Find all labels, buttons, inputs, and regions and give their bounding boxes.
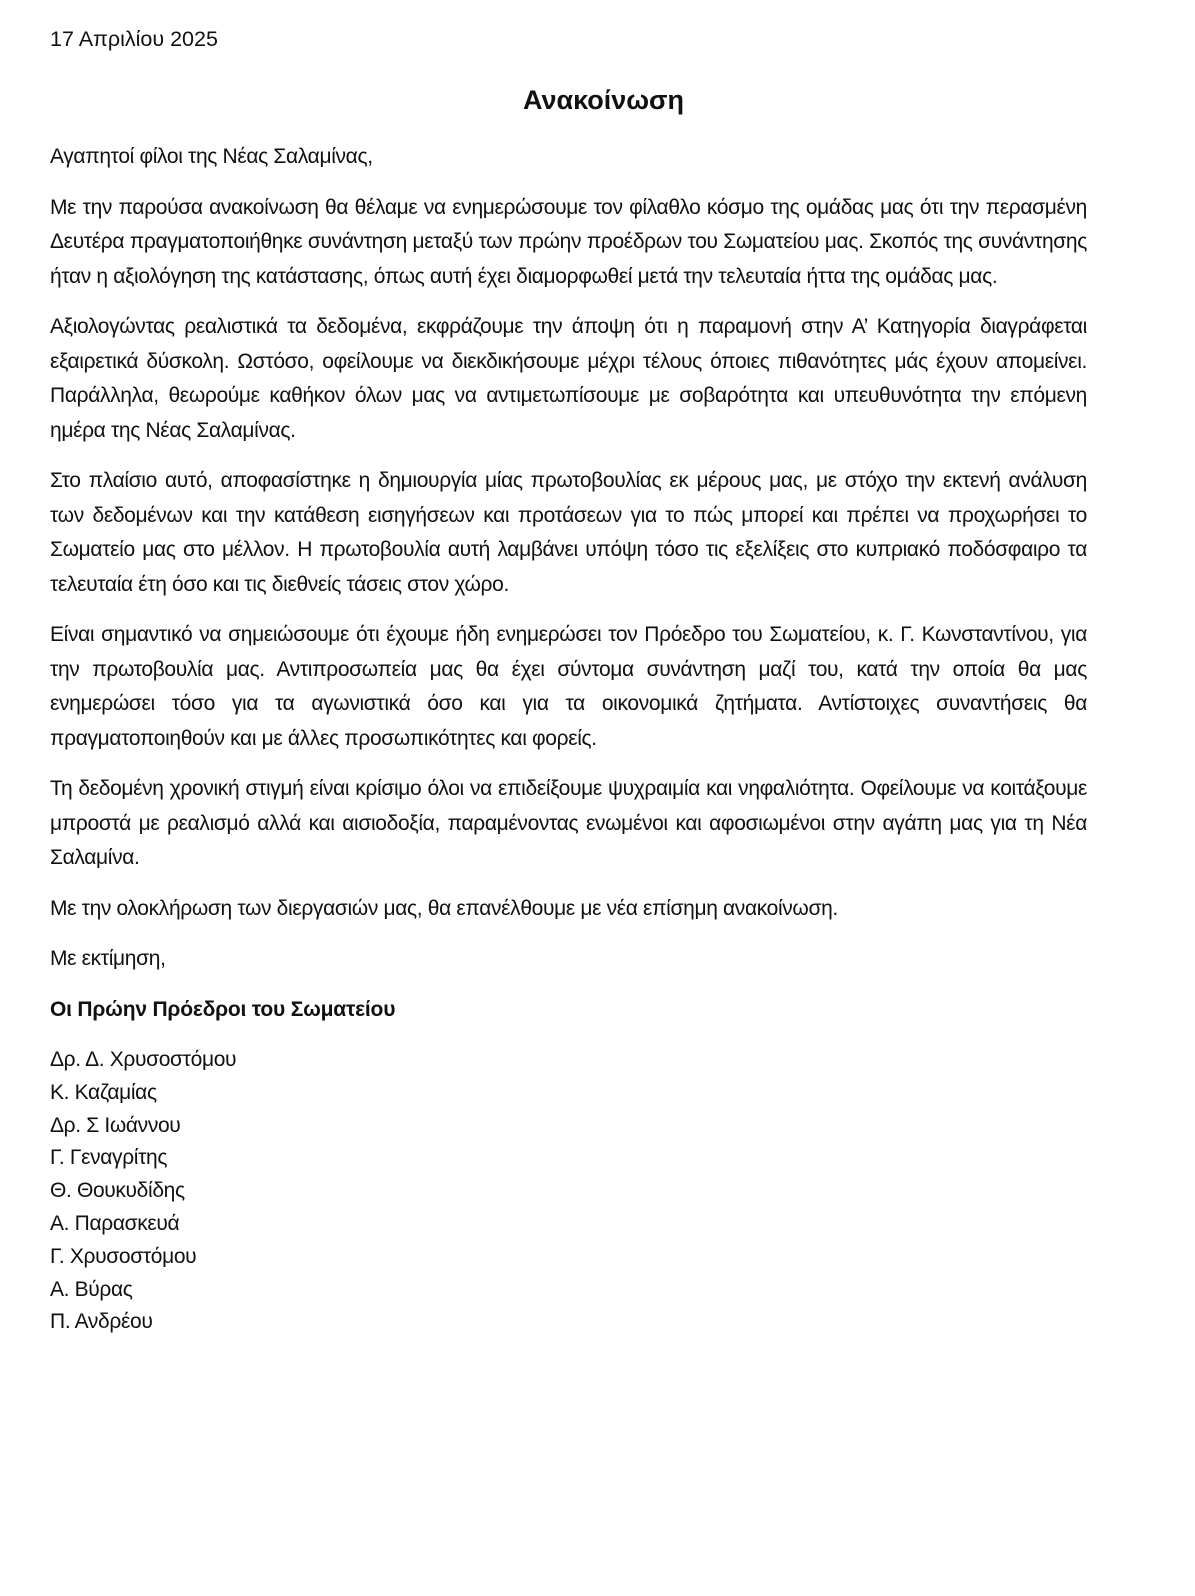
- paragraph-initiative: Στο πλαίσιο αυτό, αποφασίστηκε η δημιουργία μίας πρωτοβουλίας εκ μέρους μας, με στόχο την εκτενή ανάλυση των δεδομένων και την κατάθεση εισηγήσεων και προτάσεων για το πώς μπορεί και πρέπει να προχωρήσει το Σωματείο μας στο μέλλον. Η πρωτοβουλία αυτή λαμβάνει υπόψη τόσο τις εξελίξεις στο κυπριακό ποδόσφαιρο τα τελευταία έτη όσο και τις διεθνείς τάσεις στον χώρο.: [50, 469, 1087, 596]
- document-body: [50, 140, 1087, 1339]
- paragraph-meeting: Με την παρούσα ανακοίνωση θα θέλαμε να ενημερώσουμε τον φίλαθλο κόσμο της ομάδας μας ότι την περασμένη Δευτέρα πραγματοποιήθηκε συνάντηση μεταξύ των πρώην προέδρων του Σωματείου μας. Σκοπός της συνάντησης ήταν η αξιολόγηση της κατάστασης, όπως αυτή έχει διαμορφωθεί μετά την τελευταία ήττα της ομάδας μας.: [50, 195, 1087, 288]
- document-date: 17 Απριλίου 2025: [50, 27, 218, 51]
- signatory-name: Θ. Θουκυδίδης: [50, 1179, 185, 1203]
- signatory-name: Δρ. Σ Ιωάννου: [50, 1113, 181, 1137]
- signatory-name: Δρ. Δ. Χρυσοστόμου: [50, 1048, 237, 1071]
- closing-salutation: Με εκτίμηση,: [50, 947, 166, 970]
- signatory-list: [50, 1044, 1087, 1339]
- signatory-name: Α. Παρασκευά: [50, 1211, 180, 1235]
- signatory-name: Α. Βύρας: [50, 1277, 133, 1301]
- paragraph-president-briefing: Είναι σημαντικό να σημειώσουμε ότι έχουμε ήδη ενημερώσει τον Πρόεδρο του Σωματείου, κ. Γ. Κωνσταντίνου, για την πρωτοβουλία μας. Αντιπροσωπεία μας θα έχει σύντομα συνάντηση μαζί του, κατά την οποία θα μας ενημερώσει τόσο για τα αγωνιστικά όσο και για τα οικονομικά ζητήματα. Αντίστοιχες συναντήσεις θα πραγματοποιηθούν και με άλλες προσωπικότητες και φορείς.: [50, 623, 1087, 750]
- paragraph-call-for-calm: Τη δεδομένη χρονική στιγμή είναι κρίσιμο όλοι να επιδείξουμε ψυχραιμία και νηφαλιότητα. Οφείλουμε να κοιτάξουμε μπροστά με ρεαλισμό αλλά και αισιοδοξία, παραμένοντας ενωμένοι και αφοσιωμένοι στην αγάπη μας για τη Νέα Σαλαμίνα.: [50, 777, 1087, 869]
- document-title: Ανακοίνωση: [522, 85, 685, 115]
- greeting: Αγαπητοί φίλοι της Νέας Σαλαμίνας,: [50, 145, 373, 168]
- signatory-name: Γ. Γεναγρίτης: [50, 1146, 168, 1170]
- signatory-name: Γ. Χρυσοστόμου: [50, 1244, 197, 1268]
- signatory-name: Κ. Καζαμίας: [50, 1080, 157, 1104]
- signatory-title: Οι Πρώην Πρόεδροι του Σωματείου: [50, 997, 396, 1021]
- signatory-name: Π. Ανδρέου: [50, 1310, 153, 1334]
- final-note: Με την ολοκλήρωση των διεργασιών μας, θα επανέλθουμε με νέα επίσημη ανακοίνωση.: [50, 896, 838, 920]
- paragraph-assessment: Αξιολογώντας ρεαλιστικά τα δεδομένα, εκφράζουμε την άποψη ότι η παραμονή στην Α’ Κατηγορία διαγράφεται εξαιρετικά δύσκολη. Ωστόσο, οφείλουμε να διεκδικήσουμε μέχρι τέλους όποιες πιθανότητες μάς έχουν απομείνει. Παράλληλα, θεωρούμε καθήκον όλων μας να αντιμετωπίσουμε με σοβαρότητα και υπευθυνότητα την επόμενη ημέρα της Νέας Σαλαμίνας.: [50, 315, 1087, 442]
